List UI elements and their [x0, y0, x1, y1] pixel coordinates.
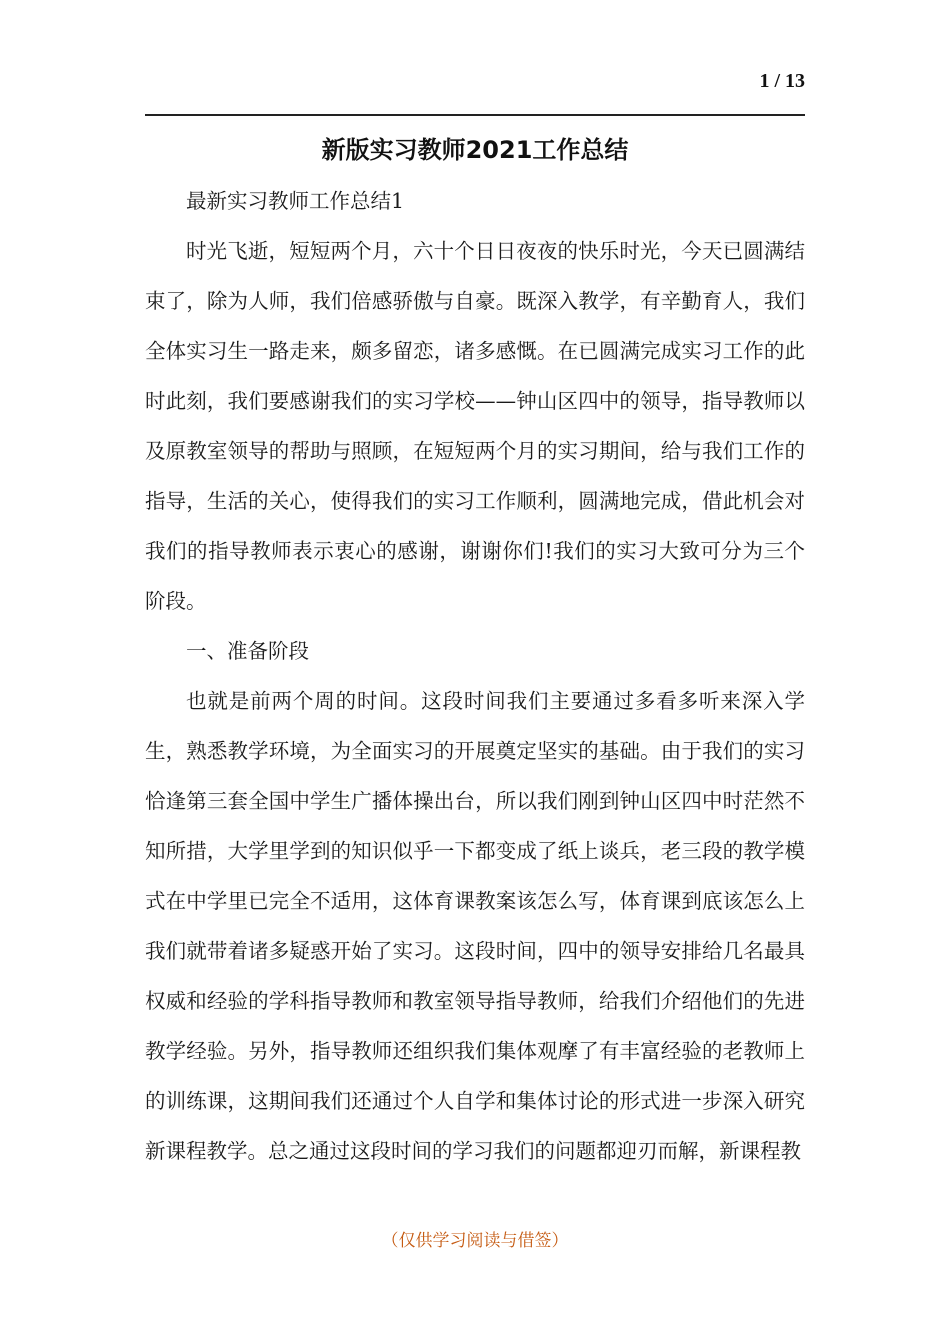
subsection-heading: 一、准备阶段: [186, 639, 309, 663]
document-body: [145, 176, 805, 1176]
paragraph: 时光飞逝，短短两个月，六十个日日夜夜的快乐时光，今天已圆满结束了，除为人师，我们倍感骄傲与自豪。既深入教学，有辛勤育人，我们全体实习生一路走来，颇多留恋，诸多感慨。在已圆满完成实习工作的此时此刻，我们要感谢我们的实习学校——钟山区四中的领导，指导教师以及原教室领导的帮助与照顾，在短短两个月的实习期间，给与我们工作的指导，生活的关心，使得我们的实习工作顺利，圆满地完成，借此机会对我们的指导教师表示衷心的感谢，谢谢你们!我们的实习大致可分为三个阶段。: [145, 239, 805, 613]
header-divider: [145, 114, 805, 116]
document-title: 新版实习教师2021工作总结: [321, 136, 629, 164]
paragraph: 也就是前两个周的时间。这段时间我们主要通过多看多听来深入学生，熟悉教学环境，为全面实习的开展奠定坚实的基础。由于我们的实习恰逢第三套全国中学生广播体操出台，所以我们刚到钟山区四中时茫然不知所措，大学里学到的知识似乎一下都变成了纸上谈兵，老三段的教学模式在中学里已完全不适用，这体育课教案该怎么写，体育课到底该怎么上我们就带着诸多疑惑开始了实习。这段时间，四中的领导安排给几名最具权威和经验的学科指导教师和教室领导指导教师，给我们介绍他们的先进教学经验。另外，指导教师还组织我们集体观摩了有丰富经验的老教师上的训练课，这期间我们还通过个人自学和集体讨论的形式进一步深入研究新课程教学。总之通过这段时间的学习我们的问题都迎刃而解，新课程教: [145, 689, 805, 1163]
section-heading: 最新实习教师工作总结1: [186, 189, 405, 213]
footer-note: （仅供学习阅读与借签）: [381, 1231, 569, 1251]
page-number: 1 / 13: [759, 70, 805, 92]
